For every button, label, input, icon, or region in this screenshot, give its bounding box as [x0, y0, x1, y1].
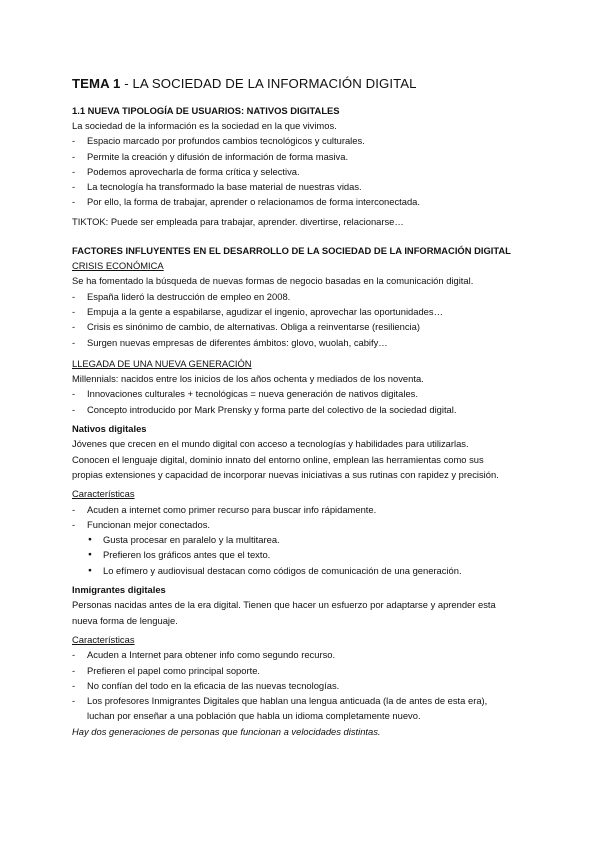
list-item: - Funcionan mejor conectados.: [72, 517, 528, 532]
section-heading-nativos: 1.1 NUEVA TIPOLOGÍA DE USUARIOS: NATIVOS DIGITALES: [72, 105, 340, 116]
heading-inmigrantes-digitales: Inmigrantes digitales: [72, 584, 166, 596]
closing-note: Hay dos generaciones de personas que funcionan a velocidades distintas.: [72, 725, 381, 737]
section-intro: Millennials: nacidos entre los inicios de los años ochenta y mediados de los noventa.: [72, 373, 424, 385]
title-rest: - LA SOCIEDAD DE LA INFORMACIÓN DIGITAL: [120, 76, 417, 91]
list-item: - Surgen nuevas empresas de diferentes ámbitos: glovo, wuolah, cabify…: [72, 335, 528, 350]
list-item: - Concepto introducido por Mark Prensky y forma parte del colectivo de la sociedad digital.: [72, 402, 528, 417]
list-item: - Permite la creación y difusión de información de forma masiva.: [72, 149, 528, 164]
bullet-item: ● Lo efímero y audiovisual destacan como códigos de comunicación de una generación.: [72, 563, 528, 578]
title-prefix: TEMA 1: [72, 76, 121, 91]
caracteristicas-label: Características: [72, 488, 135, 500]
subheading-crisis: CRISIS ECONÓMICA: [72, 260, 164, 272]
list-item: - Empuja a la gente a espabilarse, agudizar el ingenio, aprovechar las oportunidades…: [72, 304, 528, 319]
list-item: - Espacio marcado por profundos cambios tecnológicos y culturales.: [72, 133, 528, 148]
list-item: - Los profesores Inmigrantes Digitales que hablan una lengua anticuada (la de antes de esta era),: [72, 693, 528, 708]
paragraph-line: propias extensiones y capacidad de incorporar nuevas iniciativas a sus rutinas con rapidez y precisión.: [72, 468, 499, 480]
section-intro: Se ha fomentado la búsqueda de nuevas formas de negocio basadas en la comunicación digital.: [72, 275, 474, 287]
heading-nativos-digitales: Nativos digitales: [72, 423, 147, 435]
list-item: - España lideró la destrucción de empleo en 2008.: [72, 289, 528, 304]
list-item: - Podemos aprovecharla de forma crítica y selectiva.: [72, 164, 528, 179]
caracteristicas-label: Características: [72, 633, 135, 645]
list-item: - Acuden a internet como primer recurso para buscar info rápidamente.: [72, 502, 528, 517]
list-item: - Por ello, la forma de trabajar, aprender o relacionamos de forma interconectada.: [72, 194, 528, 209]
subheading-generacion: LLEGADA DE UNA NUEVA GENERACIÓN: [72, 357, 252, 369]
section-intro: La sociedad de la información es la sociedad en la que vivimos.: [72, 120, 337, 131]
list-item-continuation: luchan por enseñar a una población que habla un idioma completamente nuevo.: [87, 710, 421, 722]
list-item: - Prefieren el papel como principal soporte.: [72, 663, 528, 678]
page-title: [72, 76, 528, 91]
list-item: - Innovaciones culturales + tecnológicas = nueva generación de nativos digitales.: [72, 386, 528, 401]
bullet-item: ● Gusta procesar en paralelo y la multitarea.: [72, 532, 528, 547]
paragraph-line: nueva forma de lenguaje.: [72, 614, 178, 626]
list-item: - Acuden a Internet para obtener info como segundo recurso.: [72, 647, 528, 662]
paragraph-line: Personas nacidas antes de la era digital. Tienen que hacer un esfuerzo por adaptarse y aprender esta: [72, 599, 496, 611]
paragraph-line: Jóvenes que crecen en el mundo digital con acceso a tecnologías y habilidades para utilizarlas.: [72, 438, 469, 450]
bullet-item: ● Prefieren los gráficos antes que el texto.: [72, 547, 528, 562]
section-heading-factores: FACTORES INFLUYENTES EN EL DESARROLLO DE LA SOCIEDAD DE LA INFORMACIÓN DIGITAL: [72, 245, 511, 257]
list-item: - La tecnología ha transformado la base material de nuestras vidas.: [72, 179, 528, 194]
list-item: - No confían del todo en la eficacia de las nuevas tecnologías.: [72, 678, 528, 693]
tiktok-note: TIKTOK: Puede ser empleada para trabajar, aprender. divertirse, relacionarse…: [72, 215, 404, 227]
list-item: - Crisis es sinónimo de cambio, de alternativas. Obliga a reinventarse (resiliencia): [72, 319, 528, 334]
paragraph-line: Conocen el lenguaje digital, dominio innato del entorno online, emplean las herramientas como sus: [72, 453, 484, 465]
document-page: [72, 76, 528, 739]
